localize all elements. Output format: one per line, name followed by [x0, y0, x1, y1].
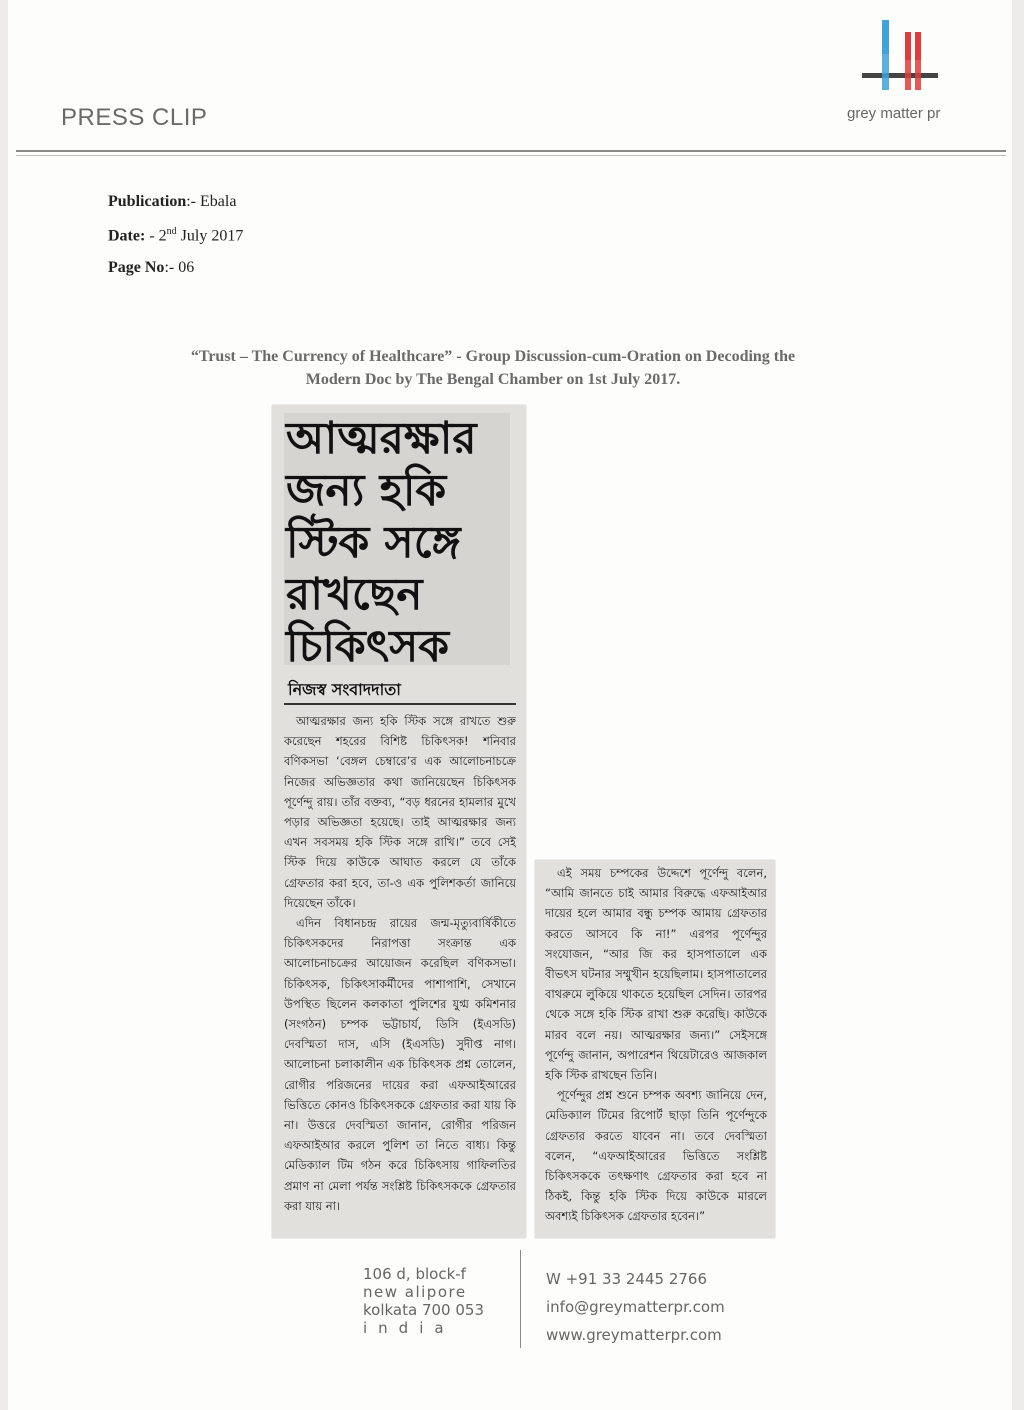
- article-byline: নিজস্ব সংবাদদাতা: [288, 680, 401, 699]
- logo-red-bar-left: [905, 32, 911, 60]
- publication-row: [108, 193, 243, 226]
- email-link[interactable]: info@greymatterpr.com: [546, 1298, 725, 1316]
- article-paragraph: এই সময় চম্পকের উদ্দেশে পূর্ণেন্দু বলেন, “আমি জানতে চাই আমার বিরুদ্ধে এফআইআর দায়ের হলে আমার বন্ধু চম্পক আমায় গ্রেফতার করতে আসবে কি না!” এরপর পূর্ণেন্দুর সংযোজন, “আর জি কর হাসপাতালে এক বীভৎস ঘটনার সম্মুখীন হয়েছিলাম। হাসপাতালের বাথরুমে লুকিয়ে থাকতে হয়েছিল সেদিন। তারপর থেকে সঙ্গে হকি স্টিক রাখা শুরু করেছি। কাউকে মারব বলে নয়। আত্মরক্ষার জন্য।” সেইসঙ্গে পূর্ণেন্দু জানান, অপারেশন থিয়েটারেও আজকাল হকি স্টিক রাখছেন তিনি।: [545, 866, 767, 1083]
- date-row: [108, 226, 243, 259]
- logo-base-bar: [862, 73, 938, 78]
- publication-value: :- Ebala: [186, 193, 237, 210]
- clip-caption: [98, 345, 888, 391]
- address-line: 106 d, block-f: [363, 1265, 466, 1283]
- article-paragraph: পূর্ণেন্দুর প্রশ্ন শুনে চম্পক অবশ্য জানিয়ে দেন, মেডিক্যাল টিমের রিপোর্ট ছাড়া তিনি পূর্ণেন্দুকে গ্রেফতার করতে যাবেন না। তবে দেবস্মিতা বলেন, “এফআইআরের ভিত্তিতে সংশ্লিষ্ট চিকিৎসককে তৎক্ষণাৎ গ্রেফতার করা হবে না ঠিকই, কিন্তু হকি স্টিক দিয়ে কাউকে মারলে অবশ্যই চিকিৎসক গ্রেফতার হবেন।”: [545, 1088, 767, 1224]
- page-label: Page No: [108, 259, 165, 276]
- phone-number: W +91 33 2445 2766: [546, 1270, 707, 1288]
- newspaper-clip-continuation: [535, 860, 775, 1238]
- article-paragraph: আত্মরক্ষার জন্য হকি স্টিক সঙ্গে রাখতে শুরু করেছেন শহরের বিশিষ্ট চিকিৎসক! শনিবার বণিকসভা ‘বেঙ্গল চেম্বারে’র এক আলোচনাচক্রে নিজের অভিজ্ঞতার কথা জানিয়েছেন চিকিৎসক পূর্ণেন্দু রায়। তাঁর বক্তব্য, “বড় ধরনের হামলার মুখে পড়ার অভিজ্ঞতা হয়েছে। তাই আত্মরক্ষার জন্য এখন সবসময় হকি স্টিক সঙ্গে রাখি।” তবে সেই স্টিক দিয়ে কাউকে আঘাত করলে যে তাঁকে গ্রেফতার করা হবে, তা-ও এক পুলিশকর্তা জানিয়ে দিয়েছেন তাঁকে।: [284, 714, 516, 910]
- clip-caption-line-1: “Trust – The Currency of Healthcare” - Group Discussion-cum-Oration on Decoding the: [190, 348, 796, 365]
- grey-matter-logo-icon: [860, 18, 950, 92]
- logo-blue-bar: [882, 20, 889, 54]
- headline-line: রাখছেন: [286, 569, 423, 620]
- footer-contact: [546, 1265, 725, 1349]
- headline-line: জন্য হকি: [286, 465, 447, 516]
- date-label: Date:: [108, 227, 146, 245]
- address-country: india: [363, 1319, 455, 1337]
- page-value: :- 06: [164, 259, 195, 276]
- header-divider-thin: [16, 155, 1006, 156]
- footer-address: [363, 1265, 484, 1337]
- article-column-2: [545, 863, 767, 1233]
- address-line: new alipore: [363, 1283, 467, 1301]
- publication-meta: [108, 193, 243, 292]
- newspaper-clip-main: [272, 405, 526, 1238]
- date-suffix: nd: [166, 226, 177, 237]
- article-headline: [286, 413, 522, 673]
- headline-line: স্টিক সঙ্গে: [286, 517, 461, 568]
- address-line: kolkata 700 053: [363, 1301, 484, 1319]
- header-divider: [16, 150, 1006, 152]
- article-column-1: [284, 711, 516, 1231]
- headline-line: আত্মরক্ষার: [286, 413, 477, 464]
- headline-line: চিকিৎসক: [286, 621, 450, 672]
- page-row: [108, 259, 243, 292]
- publication-label: Publication: [108, 193, 187, 210]
- article-paragraph: এদিন বিধানচন্দ্র রায়ের জন্ম-মৃত্যুবার্ষিকীতে চিকিৎসকদের নিরাপত্তা সংক্রান্ত এক আলোচনাচক্রের আয়োজন করেছিল বণিকসভা। চিকিৎসক, চিকিৎসাকর্মীদের পাশাপাশি, সেখানে উপস্থিত ছিলেন কলকাতা পুলিশের যুগ্ম কমিশনার (সংগঠন) চম্পক ভট্টাচার্য, ডিসি (ইএসডি) দেবস্মিতা দাস, এসি (ইএসডি) সুদীপ্ত নাগ। আলোচনা চলাকালীন এক চিকিৎসক প্রশ্ন তোলেন, রোগীর পরিজনের দায়ের করা এফআইআরের ভিত্তিতে কোনও চিকিৎসককে গ্রেফতার করা যায় কি না। উত্তরে দেবস্মিতা জানান, রোগীর পরিজন এফআইআর করলে পুলিশ তা নিতে বাধ্য। কিন্তু মেডিক্যাল টিম গঠন করে চিকিৎসায় গাফিলতির প্রমাণ না মেলা পর্যন্ত সংশ্লিষ্ট চিকিৎসককে গ্রেফতার করা যায় না।: [284, 916, 516, 1213]
- website-link[interactable]: www.greymatterpr.com: [546, 1326, 722, 1344]
- page-title: PRESS CLIP: [61, 104, 208, 131]
- date-month-year: July 2017: [176, 227, 244, 245]
- press-clip-page: [8, 0, 1012, 1410]
- footer-divider: [520, 1250, 521, 1348]
- byline-divider: [284, 703, 516, 705]
- date-day: - 2: [145, 227, 167, 245]
- clip-caption-line-2: Modern Doc by The Bengal Chamber on 1st July 2017.: [305, 371, 681, 388]
- logo-red-bar-right: [915, 32, 921, 60]
- brand-name: grey matter pr: [847, 105, 941, 122]
